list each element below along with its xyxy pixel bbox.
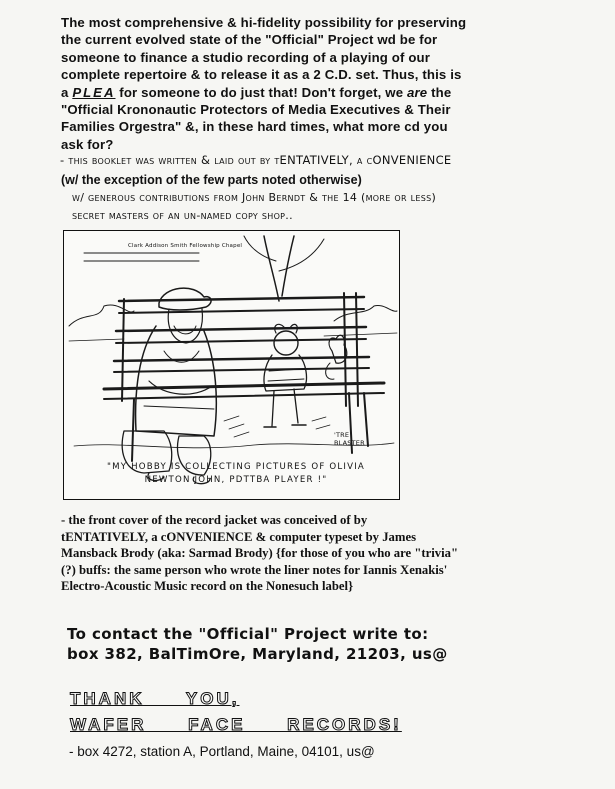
are-emphasis: are	[407, 84, 428, 100]
credits-line-exception: (w/ the exception of the few parts noted otherwise)	[61, 173, 362, 187]
cartoon-caption	[86, 461, 386, 487]
jacket-line: - the front cover of the record jacket was conceived of by	[61, 513, 368, 527]
intro-text: a	[61, 84, 73, 100]
signature-line: BLASTER	[334, 439, 365, 447]
intro-text: the	[427, 84, 452, 100]
jacket-credits-paragraph	[61, 512, 571, 595]
label-name: WAFER FACE RECORDS!	[70, 715, 402, 734]
contact-address: box 382, BalTimOre, Maryland, 21203, us@	[67, 645, 448, 663]
credits-line-copy-shop: secret masters of an un-named copy shop..	[72, 209, 293, 222]
thanks-block	[70, 686, 402, 738]
credits-line-authorship: - this booklet was written & laid out by tENTATIVELY, a cONVENIENCE	[60, 153, 452, 167]
intro-paragraph	[61, 14, 581, 153]
cartoon-illustration	[63, 230, 400, 500]
signature-line: 'TRE	[334, 431, 350, 439]
cartoon-sign: Clark Addison Smith Fellowship Chapel	[128, 243, 243, 249]
intro-line: Families Orgestra" &, in these hard times, what more cd you	[61, 119, 448, 135]
jacket-line: Electro-Acoustic Music record on the Nonesuch label}	[61, 579, 354, 594]
jacket-line: (?) buffs: the same person who wrote the liner notes for Iannis Xenakis'	[61, 562, 448, 577]
intro-line: complete repertoire & to release it as a 2 C.D. set. Thus, this is	[61, 67, 462, 83]
intro-line: ask for?	[61, 136, 114, 152]
label-address: - box 4272, station A, Portland, Maine, 04101, us@	[69, 744, 375, 759]
contact-block	[67, 624, 448, 664]
intro-line: someone to finance a studio recording of a playing of our	[61, 49, 431, 65]
caption-line: "MY HOBBY IS COLLECTING PICTURES OF OLIVIA	[106, 462, 366, 472]
cartoon-signature	[334, 431, 365, 447]
contact-heading: To contact the "Official" Project write to:	[67, 625, 429, 643]
jacket-line: Mansback Brody (aka: Sarmad Brody) {for those of you who are "trivia"	[61, 546, 459, 561]
credits-line-contributions: w/ generous contributions from John Berndt & the 14 (more or less)	[72, 191, 437, 204]
intro-line	[61, 84, 581, 101]
intro-line: "Official Krononautic Protectors of Media Executives & Their	[61, 102, 451, 118]
caption-line: NEWTON JOHN, PDTTBA PLAYER !"	[144, 475, 328, 485]
plea-emphasis: PLEA	[72, 84, 116, 100]
intro-line: The most comprehensive & hi-fidelity possibility for preserving	[61, 15, 467, 30]
intro-text: for someone to do just that! Don't forget, we	[115, 84, 407, 100]
cartoon-drawing	[64, 231, 399, 499]
intro-line: the current evolved state of the "Official" Project wd be for	[61, 32, 438, 48]
thanks-line: THANK YOU,	[70, 689, 240, 708]
jacket-line: tENTATIVELY, a cONVENIENCE & computer typeset by James	[61, 529, 417, 544]
